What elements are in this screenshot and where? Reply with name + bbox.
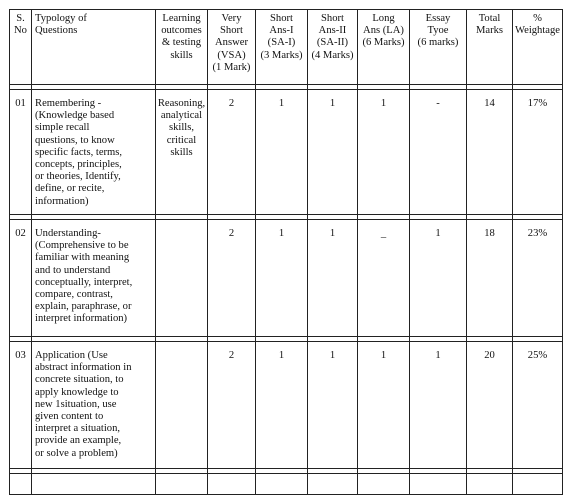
row-typology (32, 90, 156, 215)
text-line: Short (220, 25, 243, 37)
text-line: skills, (168, 122, 195, 134)
text-line: critical (166, 134, 197, 146)
text-line: interpret a situation, (35, 423, 121, 435)
text-line: Ans (LA) (363, 25, 404, 37)
text-line: Learning (162, 13, 201, 24)
row-vsa: 2 (208, 90, 256, 215)
row-total: 20 (467, 342, 513, 469)
text-line: Understanding- (35, 228, 101, 239)
row-la: 1 (358, 342, 410, 469)
header-sa1 (256, 10, 308, 85)
row-sa2: 1 (308, 342, 358, 469)
text-line: Short (270, 13, 293, 24)
typology-table (9, 9, 563, 495)
text-line: concrete situation, to (35, 374, 124, 386)
text-line: questions, to know (35, 134, 115, 146)
text-line: interpret information) (35, 313, 128, 325)
row-sa2: 1 (308, 90, 358, 215)
text-line: (4 Marks) (311, 49, 354, 61)
text-line: Very (221, 13, 242, 24)
header-sa2 (308, 10, 358, 85)
text-line: (VSA) (217, 49, 246, 61)
row-skills (156, 90, 208, 215)
row-la: 1 (358, 90, 410, 215)
text-line: (SA-II) (316, 37, 349, 49)
row-essay: 1 (410, 342, 467, 469)
text-line: skills (170, 146, 193, 158)
text-line: Long (372, 13, 395, 24)
text-line: Answer (215, 37, 248, 49)
row-typology (32, 342, 156, 469)
header-total-marks (467, 10, 513, 85)
text-line: Ans-I (269, 25, 294, 37)
row-vsa: 2 (208, 342, 256, 469)
text-line: (6 marks) (417, 37, 459, 49)
text-line: Questions (35, 25, 78, 37)
row-weightage: 23% (513, 220, 563, 337)
table-row (10, 90, 563, 215)
text-line: (Knowledge based (35, 110, 115, 122)
header-weightage (513, 10, 563, 85)
text-line: explain, paraphrase, or (35, 301, 132, 313)
text-line: Tyoe (427, 25, 449, 37)
text-line: define, or recite, (35, 183, 105, 195)
row-sno: 02 (10, 220, 32, 337)
header-typology (32, 10, 156, 85)
row-typology (32, 220, 156, 337)
table-row (10, 220, 563, 337)
text-line: or solve a problem) (35, 447, 118, 459)
row-sa1: 1 (256, 220, 308, 337)
text-line: skills (170, 49, 193, 61)
row-total: 14 (467, 90, 513, 215)
text-line: or theories, Identify, (35, 171, 121, 183)
row-sno: 01 (10, 90, 32, 215)
text-line: & testing (161, 37, 202, 49)
text-line: Short (321, 13, 344, 24)
text-line: provide an example, (35, 435, 122, 447)
text-line: S. (16, 13, 25, 24)
row-weightage: 25% (513, 342, 563, 469)
header-sno (10, 10, 32, 85)
text-line: % (533, 13, 542, 24)
text-line: concepts, principles, (35, 159, 122, 171)
text-line: given content to (35, 411, 104, 423)
row-essay: - (410, 90, 467, 215)
row-essay: 1 (410, 220, 467, 337)
text-line: and to understand (35, 264, 111, 276)
text-line: new 1situation, use (35, 398, 117, 410)
text-line: No (14, 25, 27, 37)
text-line: Remembering - (35, 98, 102, 109)
table-row (10, 342, 563, 469)
row-sno: 03 (10, 342, 32, 469)
text-line: Ans-II (318, 25, 347, 37)
row-sa1: 1 (256, 342, 308, 469)
text-line: Essay (425, 13, 451, 24)
text-line: Total (478, 13, 501, 24)
text-line: analytical (160, 110, 203, 122)
text-line: (3 Marks) (260, 49, 303, 61)
header-learning-outcomes (156, 10, 208, 85)
text-line: Application (Use (35, 350, 108, 361)
row-skills (156, 342, 208, 469)
text-line: (Comprehensive to be (35, 240, 129, 252)
text-line: (1 Mark) (212, 61, 251, 73)
header-la (358, 10, 410, 85)
row-sa2: 1 (308, 220, 358, 337)
text-line: familiar with meaning (35, 252, 130, 264)
text-line: specific facts, terms, (35, 146, 123, 158)
text-line: outcomes (161, 25, 202, 37)
text-line: Weightage (514, 25, 561, 37)
row-vsa: 2 (208, 220, 256, 337)
text-line: abstract information in (35, 362, 132, 374)
text-line: simple recall (35, 122, 90, 134)
row-skills (156, 220, 208, 337)
text-line: apply knowledge to (35, 386, 119, 398)
header-vsa (208, 10, 256, 85)
row-total: 18 (467, 220, 513, 337)
row-weightage: 17% (513, 90, 563, 215)
text-line: information) (35, 195, 89, 207)
header-essay (410, 10, 467, 85)
text-line: Reasoning, (157, 98, 206, 109)
text-line: Typology of (35, 13, 87, 24)
text-line: (6 Marks) (362, 37, 405, 49)
text-line: compare, contrast, (35, 289, 113, 301)
text-line: Marks (475, 25, 504, 37)
header-row (10, 10, 563, 85)
row-la: _ (358, 220, 410, 337)
row-sa1: 1 (256, 90, 308, 215)
text-line: conceptually, interpret, (35, 276, 133, 288)
table-row (10, 474, 563, 495)
text-line: (SA-I) (267, 37, 296, 49)
